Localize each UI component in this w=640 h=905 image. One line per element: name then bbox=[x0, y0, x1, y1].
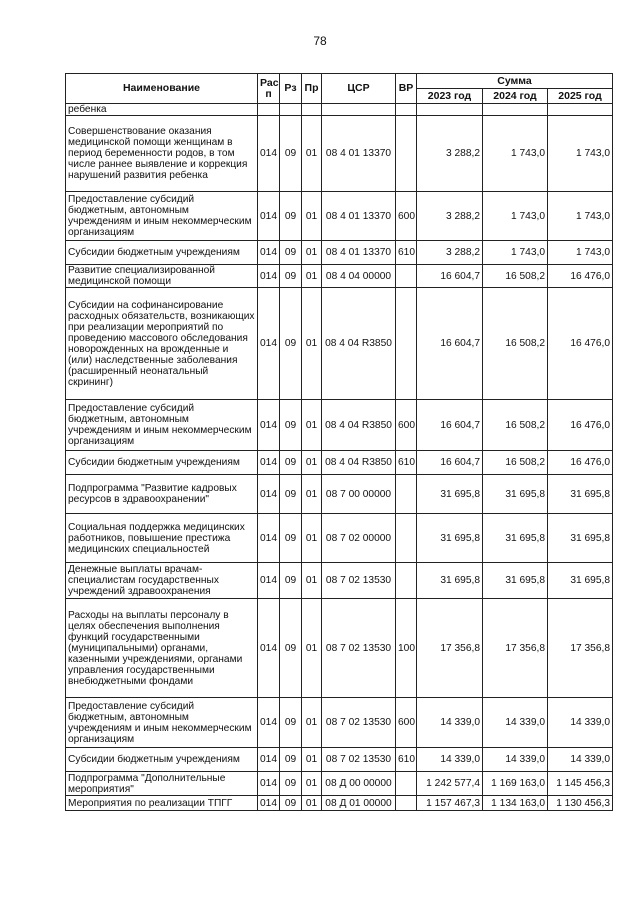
row-vr: 600 bbox=[396, 400, 417, 451]
table-row bbox=[66, 192, 613, 241]
row-sum-2024: 14 339,0 bbox=[483, 698, 548, 748]
row-name: Субсидии на софинансирование расходных обязательств, возникающих при реализации мероприятий по проведению массового обследования новорожденных на врожденные и (или) наследственные заболевания (расширенный неонатальный скрининг) bbox=[66, 288, 258, 400]
row-rz: 09 bbox=[280, 116, 302, 192]
row-name: Мероприятия по реализации ТПГГ bbox=[66, 796, 258, 811]
row-sum-2023: 14 339,0 bbox=[417, 748, 483, 772]
row-sum-2023: 1 157 467,3 bbox=[417, 796, 483, 811]
row-sum-2024: 1 743,0 bbox=[483, 116, 548, 192]
row-vr bbox=[396, 772, 417, 796]
table-row bbox=[66, 288, 613, 400]
row-sum-2023: 16 604,7 bbox=[417, 265, 483, 288]
row-sum-2025: 16 476,0 bbox=[548, 265, 613, 288]
row-csr: 08 7 02 13530 bbox=[322, 748, 396, 772]
row-csr: 08 4 04 00000 bbox=[322, 265, 396, 288]
row-vr: 600 bbox=[396, 192, 417, 241]
row-rz: 09 bbox=[280, 192, 302, 241]
row-rz: 09 bbox=[280, 241, 302, 265]
row-sum-2025: 17 356,8 bbox=[548, 599, 613, 698]
table-row bbox=[66, 116, 613, 192]
row-sum-2025: 16 476,0 bbox=[548, 451, 613, 475]
row-pr: 01 bbox=[302, 796, 322, 811]
row-vr bbox=[396, 116, 417, 192]
row-rz: 09 bbox=[280, 599, 302, 698]
row-rz bbox=[280, 104, 302, 116]
row-vr bbox=[396, 288, 417, 400]
row-name: Субсидии бюджетным учреждениям bbox=[66, 241, 258, 265]
table-row bbox=[66, 748, 613, 772]
table-row bbox=[66, 514, 613, 563]
row-sum-2024: 1 169 163,0 bbox=[483, 772, 548, 796]
row-ras: 014 bbox=[258, 451, 280, 475]
table-row bbox=[66, 698, 613, 748]
row-vr bbox=[396, 563, 417, 599]
row-sum-2024: 16 508,2 bbox=[483, 265, 548, 288]
table-row bbox=[66, 475, 613, 514]
row-csr: 08 7 02 13530 bbox=[322, 563, 396, 599]
row-rz: 09 bbox=[280, 748, 302, 772]
table-row bbox=[66, 241, 613, 265]
row-csr: 08 7 02 00000 bbox=[322, 514, 396, 563]
row-pr: 01 bbox=[302, 748, 322, 772]
row-vr bbox=[396, 265, 417, 288]
row-pr: 01 bbox=[302, 192, 322, 241]
row-ras: 014 bbox=[258, 475, 280, 514]
row-csr: 08 4 01 13370 bbox=[322, 241, 396, 265]
row-sum-2025: 1 743,0 bbox=[548, 241, 613, 265]
row-sum-2024: 1 743,0 bbox=[483, 241, 548, 265]
table-row bbox=[66, 265, 613, 288]
row-pr: 01 bbox=[302, 599, 322, 698]
row-sum-2025: 16 476,0 bbox=[548, 400, 613, 451]
row-sum-2024 bbox=[483, 104, 548, 116]
row-vr bbox=[396, 796, 417, 811]
row-name: Предоставление субсидий бюджетным, автономным учреждениям и иным некоммерческим организациям bbox=[66, 192, 258, 241]
row-pr bbox=[302, 104, 322, 116]
row-sum-2024: 14 339,0 bbox=[483, 748, 548, 772]
row-ras bbox=[258, 104, 280, 116]
row-rz: 09 bbox=[280, 796, 302, 811]
row-ras: 014 bbox=[258, 599, 280, 698]
row-sum-2023: 1 242 577,4 bbox=[417, 772, 483, 796]
row-sum-2024: 31 695,8 bbox=[483, 563, 548, 599]
row-rz: 09 bbox=[280, 265, 302, 288]
row-sum-2024: 16 508,2 bbox=[483, 400, 548, 451]
row-sum-2023 bbox=[417, 104, 483, 116]
header-pr: Пр bbox=[302, 74, 322, 104]
row-name: Социальная поддержка медицинских работников, повышение престижа медицинских специальностей bbox=[66, 514, 258, 563]
row-rz: 09 bbox=[280, 288, 302, 400]
row-sum-2024: 1 134 163,0 bbox=[483, 796, 548, 811]
row-vr: 100 bbox=[396, 599, 417, 698]
row-sum-2023: 16 604,7 bbox=[417, 288, 483, 400]
row-sum-2024: 1 743,0 bbox=[483, 192, 548, 241]
row-csr: 08 7 02 13530 bbox=[322, 698, 396, 748]
row-sum-2023: 3 288,2 bbox=[417, 116, 483, 192]
row-pr: 01 bbox=[302, 288, 322, 400]
row-csr: 08 Д 01 00000 bbox=[322, 796, 396, 811]
row-sum-2025: 1 743,0 bbox=[548, 116, 613, 192]
table-row bbox=[66, 796, 613, 811]
row-name: Субсидии бюджетным учреждениям bbox=[66, 451, 258, 475]
table-body bbox=[66, 104, 613, 811]
row-sum-2023: 16 604,7 bbox=[417, 400, 483, 451]
row-sum-2023: 3 288,2 bbox=[417, 192, 483, 241]
row-sum-2024: 17 356,8 bbox=[483, 599, 548, 698]
row-name: ребенка bbox=[66, 104, 258, 116]
table-row bbox=[66, 451, 613, 475]
row-csr: 08 7 00 00000 bbox=[322, 475, 396, 514]
row-sum-2025: 14 339,0 bbox=[548, 748, 613, 772]
table-row bbox=[66, 563, 613, 599]
header-rz: Рз bbox=[280, 74, 302, 104]
row-rz: 09 bbox=[280, 698, 302, 748]
table-row bbox=[66, 104, 613, 116]
row-pr: 01 bbox=[302, 116, 322, 192]
row-name: Предоставление субсидий бюджетным, автономным учреждениям и иным некоммерческим организациям bbox=[66, 698, 258, 748]
row-ras: 014 bbox=[258, 514, 280, 563]
row-ras: 014 bbox=[258, 400, 280, 451]
row-vr bbox=[396, 104, 417, 116]
row-sum-2024: 31 695,8 bbox=[483, 475, 548, 514]
row-name: Совершенствование оказания медицинской помощи женщинам в период беременности родов, в том числе раннее выявление и коррекция нарушений развития ребенка bbox=[66, 116, 258, 192]
budget-table bbox=[65, 73, 613, 811]
row-vr: 610 bbox=[396, 748, 417, 772]
row-name: Денежные выплаты врачам-специалистам государственных учреждений здравоохранения bbox=[66, 563, 258, 599]
row-csr bbox=[322, 104, 396, 116]
row-rz: 09 bbox=[280, 514, 302, 563]
row-sum-2025: 1 145 456,3 bbox=[548, 772, 613, 796]
row-sum-2023: 14 339,0 bbox=[417, 698, 483, 748]
row-pr: 01 bbox=[302, 265, 322, 288]
row-csr: 08 4 04 R3850 bbox=[322, 288, 396, 400]
page-number: 78 bbox=[313, 34, 327, 48]
row-vr bbox=[396, 514, 417, 563]
row-sum-2025: 31 695,8 bbox=[548, 563, 613, 599]
row-name: Развитие специализированной медицинской помощи bbox=[66, 265, 258, 288]
row-pr: 01 bbox=[302, 698, 322, 748]
row-sum-2025: 31 695,8 bbox=[548, 475, 613, 514]
row-ras: 014 bbox=[258, 288, 280, 400]
table-row bbox=[66, 772, 613, 796]
row-ras: 014 bbox=[258, 265, 280, 288]
row-rz: 09 bbox=[280, 451, 302, 475]
row-vr: 610 bbox=[396, 241, 417, 265]
row-ras: 014 bbox=[258, 563, 280, 599]
row-csr: 08 4 04 R3850 bbox=[322, 451, 396, 475]
row-ras: 014 bbox=[258, 192, 280, 241]
header-name: Наименование bbox=[66, 74, 258, 104]
row-rz: 09 bbox=[280, 563, 302, 599]
row-name: Расходы на выплаты персоналу в целях обеспечения выполнения функций государственными (муниципальными) органами, казенными учреждениями, органами управления государственными внебюджетными фондами bbox=[66, 599, 258, 698]
row-vr: 600 bbox=[396, 698, 417, 748]
row-rz: 09 bbox=[280, 772, 302, 796]
header-ras: Рас п bbox=[258, 74, 280, 104]
row-name: Предоставление субсидий бюджетным, автономным учреждениям и иным некоммерческим организациям bbox=[66, 400, 258, 451]
header-year-2025: 2025 год bbox=[548, 89, 613, 104]
row-sum-2025: 16 476,0 bbox=[548, 288, 613, 400]
table-row bbox=[66, 599, 613, 698]
row-ras: 014 bbox=[258, 241, 280, 265]
row-csr: 08 4 04 R3850 bbox=[322, 400, 396, 451]
row-csr: 08 4 01 13370 bbox=[322, 192, 396, 241]
row-sum-2024: 31 695,8 bbox=[483, 514, 548, 563]
row-pr: 01 bbox=[302, 563, 322, 599]
row-ras: 014 bbox=[258, 698, 280, 748]
header-csr: ЦСР bbox=[322, 74, 396, 104]
row-sum-2023: 31 695,8 bbox=[417, 563, 483, 599]
row-pr: 01 bbox=[302, 241, 322, 265]
row-pr: 01 bbox=[302, 475, 322, 514]
header-year-2024: 2024 год bbox=[483, 89, 548, 104]
row-ras: 014 bbox=[258, 772, 280, 796]
row-pr: 01 bbox=[302, 400, 322, 451]
row-csr: 08 Д 00 00000 bbox=[322, 772, 396, 796]
row-sum-2024: 16 508,2 bbox=[483, 451, 548, 475]
row-name: Субсидии бюджетным учреждениям bbox=[66, 748, 258, 772]
header-year-2023: 2023 год bbox=[417, 89, 483, 104]
row-ras: 014 bbox=[258, 796, 280, 811]
row-ras: 014 bbox=[258, 748, 280, 772]
row-pr: 01 bbox=[302, 451, 322, 475]
row-pr: 01 bbox=[302, 514, 322, 563]
table-header bbox=[66, 74, 613, 104]
row-vr: 610 bbox=[396, 451, 417, 475]
row-sum-2024: 16 508,2 bbox=[483, 288, 548, 400]
row-ras: 014 bbox=[258, 116, 280, 192]
header-sum: Сумма bbox=[417, 74, 613, 89]
row-csr: 08 4 01 13370 bbox=[322, 116, 396, 192]
row-rz: 09 bbox=[280, 400, 302, 451]
row-sum-2025 bbox=[548, 104, 613, 116]
row-sum-2023: 31 695,8 bbox=[417, 514, 483, 563]
row-sum-2025: 1 743,0 bbox=[548, 192, 613, 241]
table-row bbox=[66, 400, 613, 451]
row-name: Подпрограмма "Дополнительные мероприятия" bbox=[66, 772, 258, 796]
row-pr: 01 bbox=[302, 772, 322, 796]
row-csr: 08 7 02 13530 bbox=[322, 599, 396, 698]
row-sum-2025: 1 130 456,3 bbox=[548, 796, 613, 811]
row-sum-2023: 17 356,8 bbox=[417, 599, 483, 698]
row-sum-2025: 14 339,0 bbox=[548, 698, 613, 748]
header-vr: ВР bbox=[396, 74, 417, 104]
row-sum-2023: 16 604,7 bbox=[417, 451, 483, 475]
row-sum-2023: 3 288,2 bbox=[417, 241, 483, 265]
row-vr bbox=[396, 475, 417, 514]
row-rz: 09 bbox=[280, 475, 302, 514]
row-name: Подпрограмма "Развитие кадровых ресурсов в здравоохранении" bbox=[66, 475, 258, 514]
row-sum-2023: 31 695,8 bbox=[417, 475, 483, 514]
row-sum-2025: 31 695,8 bbox=[548, 514, 613, 563]
